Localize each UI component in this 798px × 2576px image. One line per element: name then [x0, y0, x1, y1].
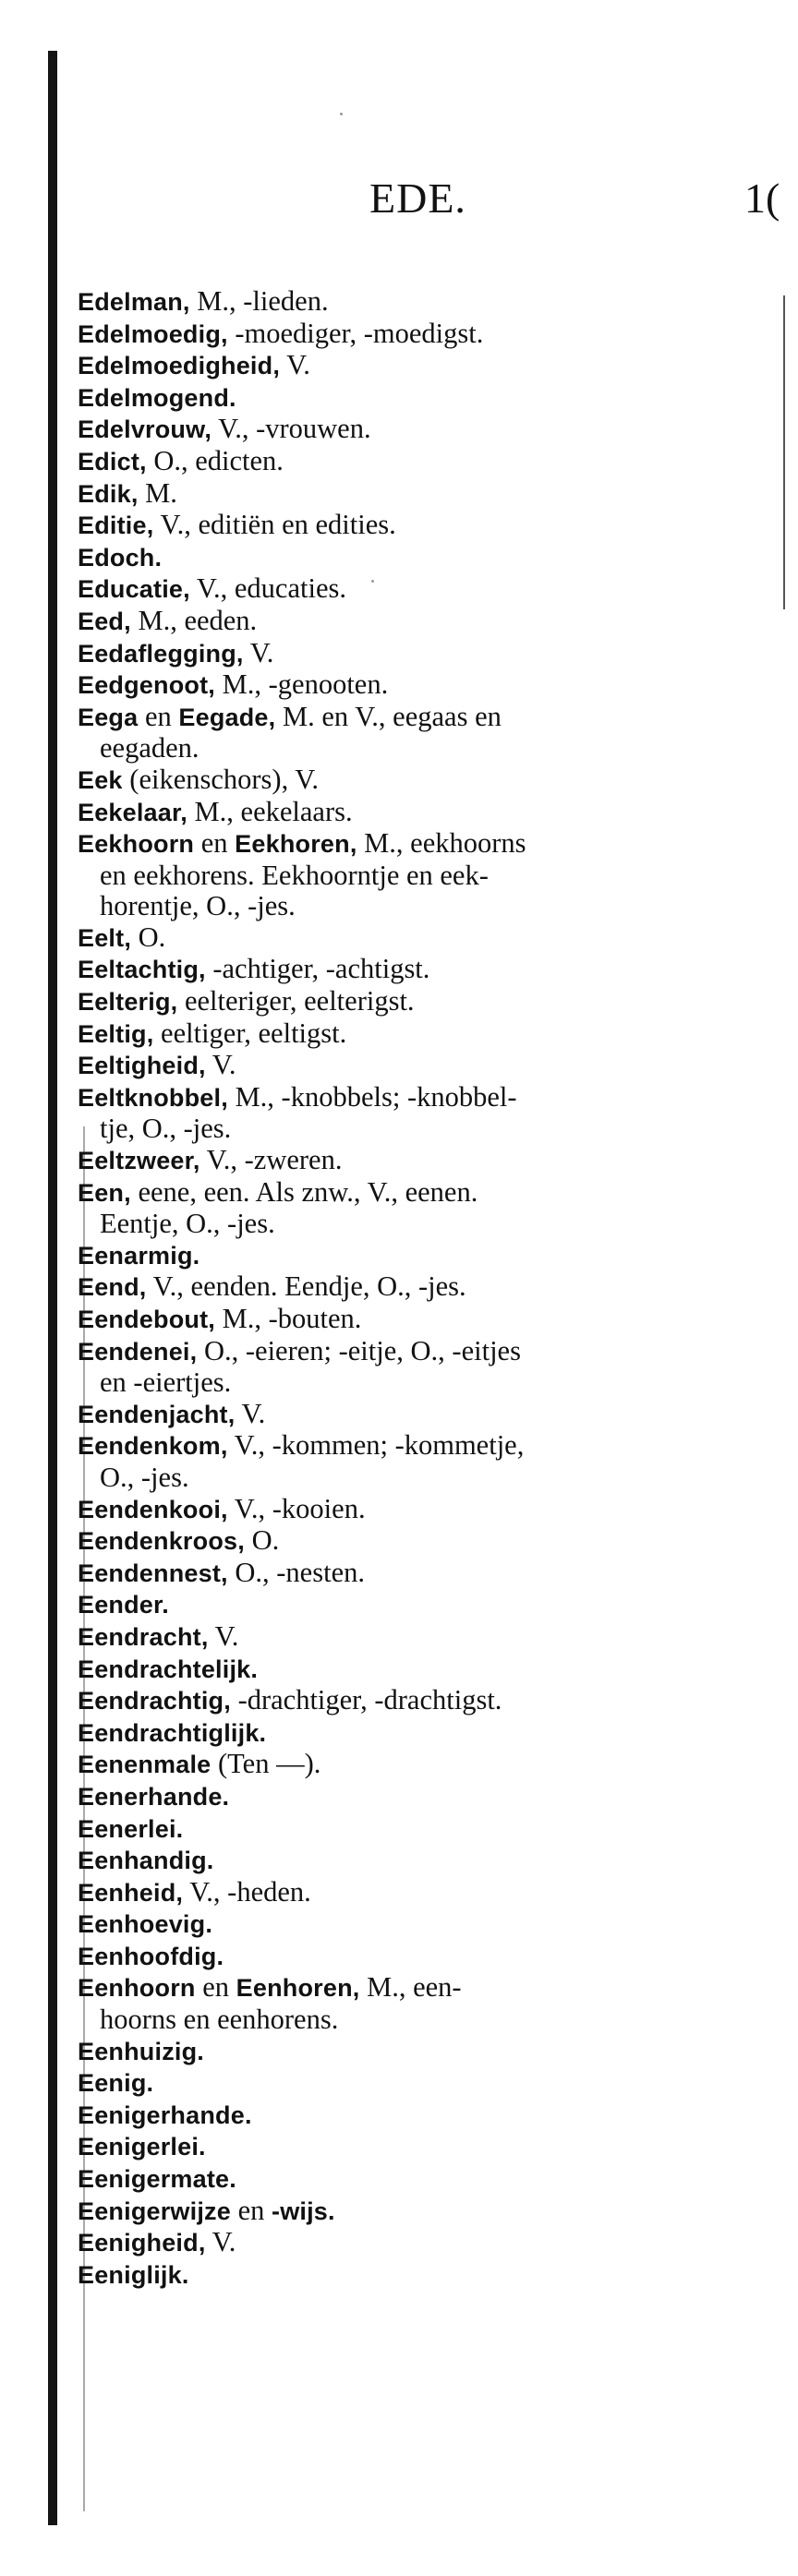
dictionary-entry — [78, 669, 780, 702]
entry-continuation: en eekhorens. Eekhoorntje en eek- — [100, 859, 489, 891]
entry-headword-variant: -wijs. — [272, 2197, 335, 2225]
entry-headword: Eendenei, — [78, 1337, 198, 1366]
entry-headword: Eendracht, — [78, 1622, 209, 1651]
dictionary-entry — [78, 1399, 780, 1431]
entry-headword: Eenhoevig. — [78, 1910, 213, 1939]
entry-definition: O., -nesten. — [227, 1556, 365, 1588]
entry-headword: Eenigermate. — [78, 2165, 236, 2194]
entry-headword: Eelt, — [78, 923, 132, 952]
entry-definition: M., -bouten. — [215, 1303, 362, 1334]
entry-headword: Eendrachtiglijk. — [78, 1718, 267, 1747]
dictionary-entry — [78, 1877, 780, 1909]
entry-definition: V., educaties. — [189, 572, 346, 605]
entry-headword: Eendrachtig, — [78, 1687, 231, 1715]
dictionary-entry — [78, 954, 780, 986]
entry-headword: Eenhuizig. — [78, 2037, 204, 2065]
entry-definition: eelteriger, eelterigst. — [177, 985, 415, 1017]
dictionary-entry — [78, 1240, 780, 1272]
entry-definition: M. — [138, 476, 177, 509]
dictionary-entry — [78, 1050, 780, 1082]
dictionary-entry — [78, 2227, 780, 2259]
dictionary-entry — [78, 1972, 780, 2004]
dictionary-entry — [78, 986, 780, 1018]
entry-headword: Eenerlei. — [78, 1814, 184, 1843]
dictionary-entry — [78, 1430, 780, 1463]
scan-artifact-dot — [340, 113, 343, 115]
entry-headword: Eendenjacht, — [78, 1400, 236, 1428]
entry-headword: Eenigheid, — [78, 2229, 206, 2257]
dictionary-entry — [78, 922, 780, 955]
entry-headword: Eenarmig. — [78, 1241, 200, 1270]
entry-definition: V., -kommen; -kommetje, — [227, 1429, 525, 1462]
entry-headword: Eenig. — [78, 2069, 154, 2098]
entry-definition: eene, een. Als znw., V., eenen. — [130, 1175, 478, 1208]
entry-headword: Eeltigheid, — [78, 1052, 206, 1080]
entry-headword: Eedaflegging, — [78, 639, 244, 668]
dictionary-entry — [78, 1654, 780, 1686]
dictionary-entry — [78, 2100, 780, 2132]
dictionary-entry — [78, 1781, 780, 1813]
entry-definition: V. — [205, 2226, 236, 2258]
entry-headword: Edelmoedigheid, — [78, 352, 281, 380]
entry-headword: Eek — [78, 765, 123, 794]
dictionary-entry — [78, 2036, 780, 2068]
entry-headword: Eenigerwijze — [78, 2197, 231, 2225]
entry-headword: Een, — [78, 1178, 131, 1207]
entry-headword: Edelvrouw, — [78, 415, 212, 444]
dictionary-entry — [78, 828, 780, 861]
entry-headword: Eendebout, — [78, 1306, 215, 1333]
entry-list — [78, 286, 780, 2291]
entry-headword: Eendenkom, — [78, 1432, 228, 1461]
scan-artifact-line — [783, 295, 785, 609]
dictionary-entry — [78, 319, 780, 351]
dictionary-entry — [78, 1749, 780, 1781]
entry-headword: Eendenkooi, — [78, 1495, 228, 1523]
entry-definition: O., edicten. — [146, 444, 284, 476]
dictionary-entry — [78, 1177, 780, 1210]
entry-definition: V. — [235, 1397, 266, 1429]
entry-headword: Eedgenoot, — [78, 671, 215, 700]
dictionary-entry — [78, 1589, 780, 1621]
entry-definition: en — [230, 2194, 272, 2226]
entry-headword: Eenenmale — [78, 1751, 212, 1779]
dictionary-entry — [78, 286, 780, 319]
entry-connector: en — [138, 700, 179, 732]
entry-continuation: en -eiertjes. — [100, 1366, 232, 1399]
entry-definition: M., eeden. — [130, 604, 258, 636]
entry-definition: M., -knobbels; -knobbel- — [227, 1080, 517, 1113]
entry-definition: M., een- — [359, 1971, 462, 2004]
entry-headword: Eenhoofdig. — [78, 1942, 224, 1970]
entry-headword: Educatie, — [78, 575, 190, 604]
dictionary-entry — [78, 542, 780, 574]
entry-headword-variant: Eegade, — [178, 703, 276, 731]
entry-headword: Eekhoorn — [78, 830, 195, 859]
entry-continuation: hoorns en eenhorens. — [100, 2004, 339, 2036]
entry-headword: Eeltzweer, — [78, 1147, 200, 1175]
entry-headword: Eeniglijk. — [78, 2260, 189, 2289]
entry-headword-variant: Eekhoren, — [235, 830, 357, 859]
dictionary-entry — [78, 1336, 780, 1368]
dictionary-entry — [78, 638, 780, 670]
entry-headword: Edelmogend. — [78, 383, 236, 412]
dictionary-entry — [78, 2259, 780, 2292]
dictionary-entry — [78, 478, 780, 511]
entry-definition: M., -genooten. — [215, 668, 389, 701]
entry-continuation: Eentje, O., -jes. — [100, 1208, 275, 1240]
entry-headword: Edict, — [78, 447, 147, 475]
dictionary-entry — [78, 702, 780, 734]
dictionary-entry — [78, 1908, 780, 1941]
entry-definition: eeltiger, eeltigst. — [153, 1017, 347, 1049]
entry-definition: M., -lieden. — [189, 285, 329, 317]
dictionary-entry — [78, 1525, 780, 1558]
entry-definition: O. — [131, 921, 166, 953]
entry-headword: Eeltachtig, — [78, 956, 206, 984]
dictionary-entry — [78, 1271, 780, 1304]
entry-headword: Eekelaar, — [78, 798, 187, 826]
dictionary-entry — [78, 1845, 780, 1877]
dictionary-entry — [78, 2067, 780, 2100]
dictionary-entry — [78, 1685, 780, 1717]
entry-headword: Eeltknobbel, — [78, 1083, 228, 1112]
entry-definition: V., -kooien. — [227, 1492, 366, 1524]
entry-definition: (eikenschors), V. — [122, 763, 319, 795]
entry-headword: Eender. — [78, 1591, 169, 1619]
entry-definition: V. — [280, 349, 310, 381]
entry-definition: V. — [205, 1049, 236, 1081]
entry-headword: Eenigerhande. — [78, 2101, 252, 2129]
entry-definition: V., -vrouwen. — [212, 413, 371, 445]
entry-definition: V., -zweren. — [200, 1144, 343, 1176]
dictionary-entry — [78, 446, 780, 478]
entry-headword: Eega — [78, 703, 139, 731]
dictionary-entry — [78, 764, 780, 797]
entry-continuation: eegaden. — [100, 732, 200, 764]
entry-definition: V., eenden. Eendje, O., -jes. — [146, 1270, 466, 1303]
entry-definition: -achtiger, -achtigst. — [205, 953, 430, 985]
dictionary-entry — [78, 1813, 780, 1846]
dictionary-entry — [78, 1494, 780, 1526]
dictionary-entry — [78, 1717, 780, 1750]
page-number: 1( — [744, 175, 780, 222]
dictionary-entry — [78, 1145, 780, 1177]
entry-definition: O., -eieren; -eitje, O., -eitjes — [197, 1334, 521, 1366]
entry-connector: en — [194, 827, 236, 860]
dictionary-entry — [78, 1621, 780, 1654]
entry-definition: V., -heden. — [183, 1875, 311, 1908]
entry-headword: Eed, — [78, 607, 131, 635]
dictionary-entry — [78, 1082, 780, 1114]
entry-headword: Eenheid, — [78, 1878, 184, 1907]
entry-headword: Eelterig, — [78, 988, 178, 1017]
entry-definition: -drachtiger, -drachtigst. — [230, 1684, 502, 1716]
dictionary-entry — [78, 573, 780, 606]
entry-definition: (Ten —). — [211, 1748, 321, 1780]
entry-headword: Edelman, — [78, 288, 190, 316]
entry-connector: en — [195, 1971, 236, 2004]
entry-headword: Eendennest, — [78, 1559, 228, 1587]
entry-definition: V., editiën en edities. — [153, 509, 396, 541]
dictionary-entry — [78, 2131, 780, 2163]
dictionary-entry — [78, 2163, 780, 2196]
page-header-word: EDE. — [369, 175, 466, 222]
dictionary-entry — [78, 1941, 780, 1973]
entry-headword: Eenhoorn — [78, 1974, 196, 2003]
entry-headword: Edoch. — [78, 543, 163, 572]
dictionary-entry — [78, 606, 780, 638]
dictionary-entry — [78, 2196, 780, 2228]
dictionary-entry — [78, 797, 780, 829]
dictionary-entry — [78, 382, 780, 415]
binding-edge — [48, 51, 57, 2525]
entry-definition: V. — [243, 636, 274, 668]
entry-continuation: O., -jes. — [100, 1461, 189, 1493]
dictionary-entry — [78, 1304, 780, 1336]
entry-headword: Eendenkroos, — [78, 1527, 245, 1556]
entry-headword: Edik, — [78, 479, 139, 508]
entry-definition: -moediger, -moedigst. — [227, 317, 484, 349]
entry-headword-variant: Eenhoren, — [236, 1974, 360, 2003]
dictionary-entry — [78, 510, 780, 542]
dictionary-entry — [78, 1558, 780, 1590]
dictionary-entry — [78, 1018, 780, 1051]
entry-headword: Eenerhande. — [78, 1782, 230, 1811]
dictionary-entry — [78, 414, 780, 446]
entry-definition: V. — [208, 1619, 239, 1652]
entry-definition: M. en V., eegaas en — [275, 700, 502, 732]
entry-definition: M., eekhoorns — [357, 827, 526, 860]
entry-headword: Eenhandig. — [78, 1847, 214, 1875]
entry-headword: Edelmoedig, — [78, 319, 228, 348]
dictionary-entry — [78, 350, 780, 382]
entry-definition: O. — [244, 1524, 280, 1557]
entry-headword: Eenigerlei. — [78, 2133, 206, 2161]
entry-definition: M., eekelaars. — [187, 795, 353, 827]
entry-continuation: horentje, O., -jes. — [100, 890, 296, 922]
entry-headword: Eend, — [78, 1273, 147, 1302]
entry-headword: Eeltig, — [78, 1019, 154, 1048]
entry-continuation: tje, O., -jes. — [100, 1113, 232, 1145]
entry-headword: Eendrachtelijk. — [78, 1655, 259, 1683]
entry-headword: Editie, — [78, 512, 154, 540]
